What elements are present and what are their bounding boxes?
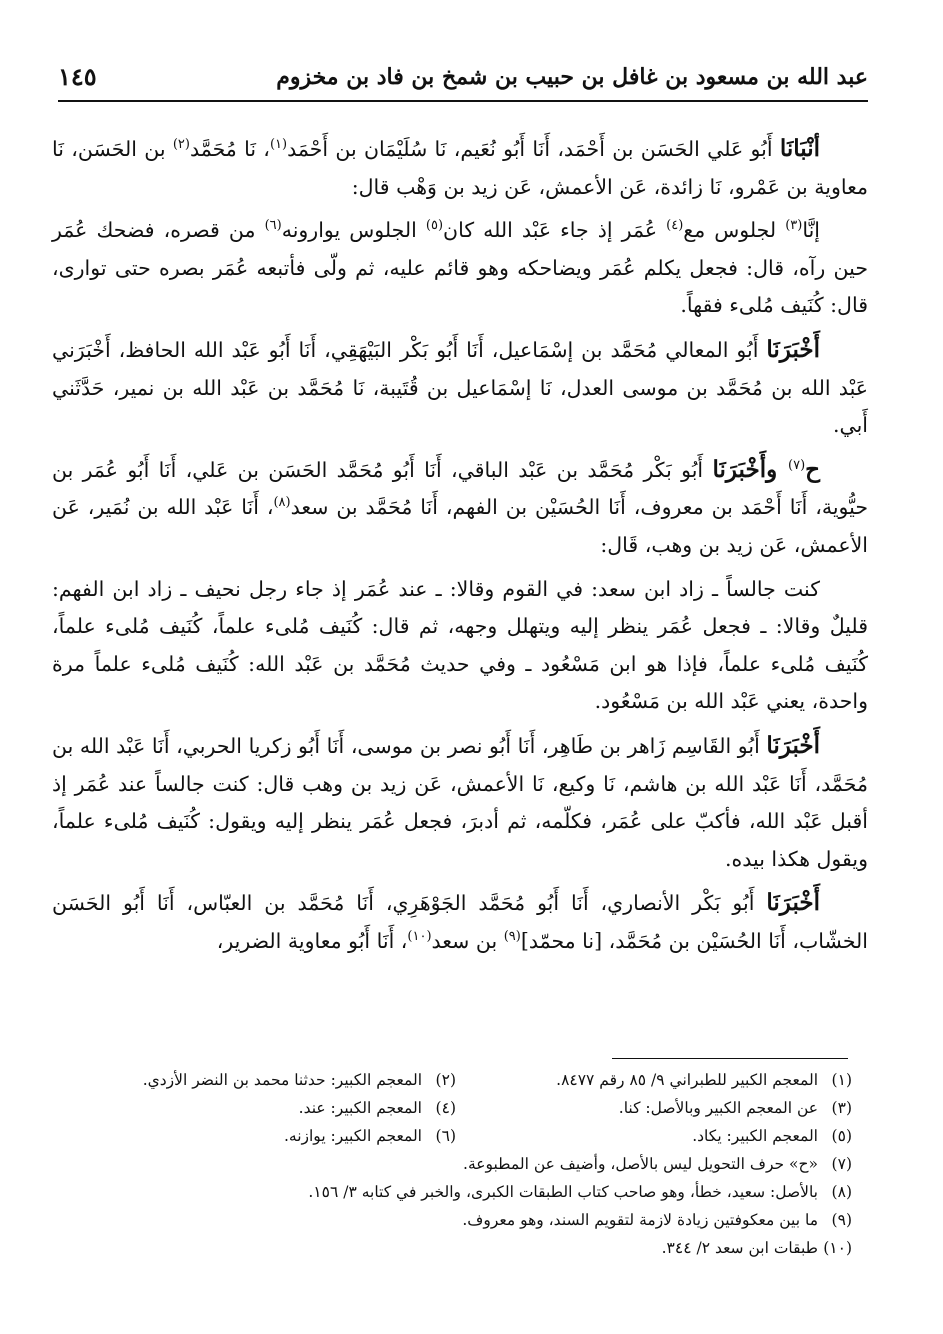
footnote-text: طبقات ابن سعد ٢/ ٣٤٤. (661, 1239, 818, 1257)
footnote-row (60, 1234, 852, 1262)
footnote-text: المعجم الكبير: عند. (298, 1099, 422, 1117)
footnote-marker: (٤) (666, 218, 684, 234)
footnote (60, 1094, 456, 1122)
footnote-row (60, 1094, 852, 1122)
main-text (52, 130, 868, 966)
text-run: الجلوس يوارونه (281, 218, 426, 243)
footnote (60, 1206, 852, 1234)
paragraph (52, 331, 868, 445)
footnote-number: (٩) (831, 1211, 852, 1229)
footnote-marker: (٣) (785, 218, 803, 234)
footnote-marker: (١) (269, 137, 288, 153)
text-run: أَبُو بَكْر مُحَمَّد بن عَبْد الباقي، أَنَا أَبُو مُحَمَّد الحَسَن بن عَلي، أَنَا أَبُو عُمَر بن حيُّوية، أَنَا أَحْمَد بن معروف، أَنَا الحُسَيْن بن الفهم، أَنَا مُحَمَّد بن سعد (52, 457, 869, 520)
running-title: عبد الله بن مسعود بن غافل بن حبيب بن شمخ بن فاد بن مخزوم (276, 64, 868, 90)
footnote-text: «ح» حرف التحويل ليس بالأصل، وأضيف عن المطبوعة. (463, 1155, 818, 1173)
footnote-marker: (٨) (273, 495, 291, 511)
footnotes (60, 1066, 852, 1262)
footnote-text: المعجم الكبير: يوازنه. (283, 1127, 422, 1145)
footnote-row (60, 1122, 852, 1150)
footnote (456, 1066, 852, 1094)
footnote (60, 1122, 456, 1150)
footnote-text: ما بين معكوفتين زيادة لازمة لتقويم السند، وهو معروف. (462, 1211, 818, 1229)
paragraph (52, 212, 868, 325)
paragraph (52, 451, 868, 565)
footnote-row (60, 1150, 852, 1178)
page-number: ١٤٥ (58, 62, 97, 91)
text-run: ، أَنَا أَبُو معاوية الضرير، (216, 928, 408, 953)
narration-keyword: وأَخْبَرَنَا (712, 455, 788, 483)
footnote (456, 1122, 852, 1150)
footnote (60, 1066, 456, 1094)
narration-keyword: أنْبَانَا (779, 135, 820, 162)
footnote-number: (٢) (435, 1071, 456, 1089)
text-run: أَبُو عَلي الحَسَن بن أَحْمَد، أَنَا أَبُو نُعَيم، نَا سُلَيْمَان بن أَحْمَد (287, 137, 780, 161)
footnote-marker: (٢) (172, 137, 190, 153)
footnote-number: (٣) (831, 1099, 852, 1117)
text-run: كنت جالساً ـ زاد ابن سعد: في القوم وقالا: ـ عند عُمَر إذ جاء رجل نحيف ـ زاد ابن الفهم: قليلٌ وقالا: ـ فجعل عُمَر ينظر إليه ويتهلل وجهه، ثم قال: كُنَيف مُلىء علماً، كُنَيف مُلىء علماً، كُنَيف مُلىء علماً، فإذا هو ابن مَسْعُود ـ وفي حديث مُحَمَّد بن عَبْد الله: كُنَيف مُلىء علماً مرة واحدة، يعني عَبْد الله بن مَسْعُود. (52, 576, 868, 714)
footnote-row (60, 1066, 852, 1094)
narration-keyword: أَخْبَرَنَا (766, 731, 820, 759)
footnote (60, 1150, 852, 1178)
footnote-marker: (٩) (503, 929, 521, 945)
footnote-text: بالأصل: سعيد، خطأ، وهو صاحب كتاب الطبقات الكبرى، والخبر في كتابه ٣/ ١٥٦. (308, 1183, 818, 1201)
footnote-number: (٤) (435, 1099, 456, 1117)
footnote-marker: (١٠) (407, 929, 432, 945)
page-header (58, 62, 868, 102)
text-run: ، أَنَا عَبْد الله بن نُمَير، عَن الأعمش، عَن زيد بن وهب، قَال: (52, 495, 868, 557)
footnote (456, 1094, 852, 1122)
narration-keyword: أَخْبَرَنَا (766, 889, 820, 917)
paragraph (52, 130, 868, 206)
footnote-divider (612, 1058, 848, 1059)
footnote-text: عن المعجم الكبير وبالأصل: كنا. (618, 1099, 818, 1117)
footnote-marker: (٧) (788, 457, 806, 473)
paragraph (52, 884, 868, 960)
footnote-number: (٥) (831, 1127, 852, 1145)
narration-keyword: أَخْبَرَنَا (766, 335, 820, 363)
footnote-number: (٨) (831, 1183, 852, 1201)
paragraph (52, 727, 868, 878)
footnote-marker: (٥) (425, 218, 444, 234)
footnote (60, 1178, 852, 1206)
text-run: من قصره، فضحك عُمَر حين رآه، قال: فجعل يكلم عُمَر ويضاحكه وهو قائم عليه، ثم ولّى فأتبعه عُمَر بصره حتى توارى، قال: كُنَيف مُلىء فقهاً. (52, 218, 868, 318)
footnote-row (60, 1206, 852, 1234)
footnote-number: (٦) (435, 1127, 456, 1145)
footnote (60, 1234, 852, 1262)
text-run: ، نَا مُحَمَّد (189, 137, 270, 161)
footnote-text: المعجم الكبير للطبراني ٩/ ٨٥ رقم ٨٤٧٧. (556, 1071, 818, 1089)
footnote-text: المعجم الكبير: حدثنا محمد بن النضر الأزدي. (142, 1071, 422, 1089)
footnote-number: (١) (831, 1071, 852, 1089)
text-run: بن الحَسَن، نَا معاوية بن عَمْرو، نَا زائدة، عَن الأعمش، عَن زيد بن وَهْب قال: (52, 137, 868, 199)
text-run: لجلوس مع (683, 218, 786, 243)
footnote-text: المعجم الكبير: يكاد. (692, 1127, 818, 1145)
footnote-number: (١٠) (823, 1239, 852, 1257)
footnote-marker: (٦) (264, 218, 282, 234)
text-run: عُمَر إذ جاء عَبْد الله كان (443, 218, 667, 243)
text-run: بن سعد (431, 928, 504, 953)
text-run: إنَّا (802, 218, 820, 243)
text-run: أَبُو المعالي مُحَمَّد بن إسْمَاعيل، أَنَا أَبُو بَكْر البَيْهَقِي، أَنَا أَبُو عَبْد الله الحافظ، أَخْبَرَني عَبْد الله بن مُحَمَّد بن موسى العدل، نَا إسْمَاعيل بن قُتَيبة، نَا مُحَمَّد بن عَبْد الله بن نمير، حَدَّثَني أَبي. (52, 337, 868, 438)
footnote-number: (٧) (831, 1155, 852, 1173)
paragraph (52, 571, 868, 721)
text-run: أَبُو القَاسِم زَاهر بن طَاهِر، أَنَا أَبُو نصر بن موسى، أَنَا أَبُو زكريا الحربي، أَنَا عَبْد الله بن مُحَمَّد، أَنَا عَبْد الله بن هاشم، نَا وكيع، نَا الأعمش، عَن زيد بن وهب قال: كنت جالساً عند عُمَر إذ أقبل عَبْد الله، فأكبّ على عُمَر، فكلّمه، ثم أدبرَ، فجعل عُمَر ينظر إليه ويقول: كُنَيف مُلىء علماً، ويقول هكذا بيده. (52, 733, 868, 871)
text-run: أَبُو بَكْر الأنصاري، أَنَا أَبُو مُحَمَّد الجَوْهَرِي، أَنَا مُحَمَّد بن العبّاس، أَنَا أَبُو الحَسَن الخشّاب، أَنَا الحُسَيْن بن مُحَمَّد، [نا محمّد] (52, 891, 868, 953)
narration-keyword: ح (805, 455, 820, 483)
footnote-row (60, 1178, 852, 1206)
